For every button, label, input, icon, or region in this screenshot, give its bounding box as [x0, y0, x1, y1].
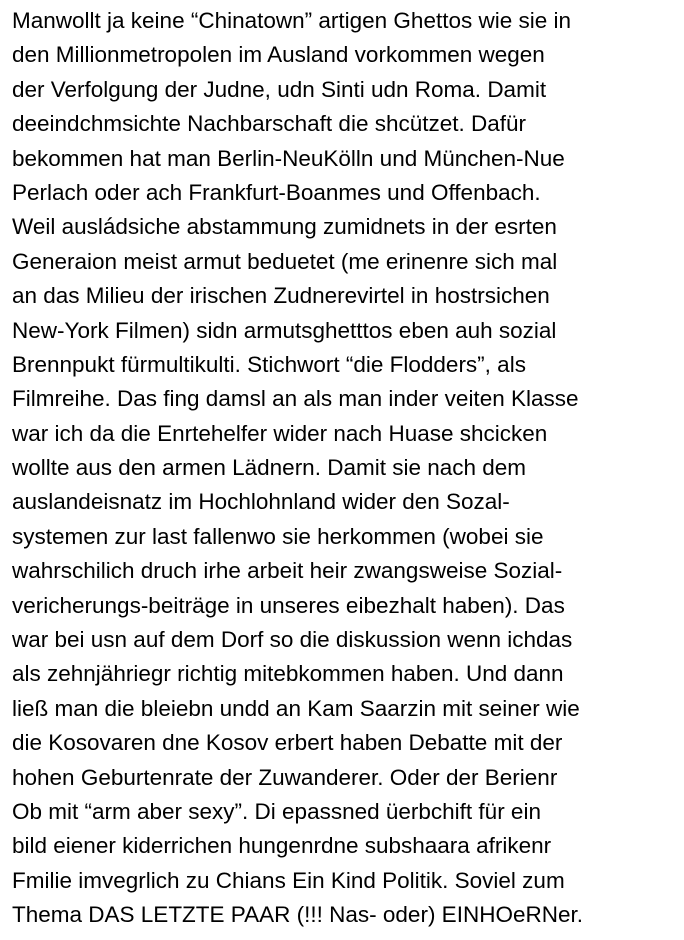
text-line: Ob mit “arm aber sexy”. Di epassned üerbchift für ein — [12, 798, 541, 824]
text-line: als zehnjähriegr richtig mitebkommen haben. Und dann — [12, 661, 564, 687]
text-line: New-York Filmen) sidn armutsghetttos eben auh sozial — [12, 317, 557, 343]
text-line: den Millionmetropolen im Ausland vorkommen wegen — [12, 42, 545, 68]
text-line: bekommen hat man Berlin-NeuKölln und München-Nue — [12, 145, 565, 171]
text-line: an das Milieu der irischen Zudnerevirtel in hostrsichen — [12, 283, 550, 309]
text-line: deeindchmsichte Nachbarschaft die shcützet. Dafür — [12, 111, 527, 137]
text-line: systemen zur last fallenwo sie herkommen (wobei sie — [12, 523, 544, 549]
text-line: die Kosovaren dne Kosov erbert haben Debatte mit der — [12, 730, 563, 756]
text-line: Fmilie imvegrlich zu Chians Ein Kind Politik. Soviel zum — [12, 867, 565, 893]
text-line: war bei usn auf dem Dorf so die diskussion wenn ichdas — [12, 627, 573, 653]
text-line: wahrschilich druch irhe arbeit heir zwangsweise Sozial- — [12, 558, 563, 584]
text-line: auslandeisnatz im Hochlohnland wider den Sozal- — [12, 489, 510, 515]
text-line: vericherungs-beiträge in unseres eibezhalt haben). Das — [12, 592, 565, 618]
text-line: hohen Geburtenrate der Zuwanderer. Oder der Berienr — [12, 764, 558, 790]
text-line: war ich da die Enrtehelfer wider nach Huase shcicken — [12, 420, 548, 446]
text-line: wollte aus den armen Lädnern. Damit sie nach dem — [12, 455, 527, 481]
text-line: Brennpukt fürmultikulti. Stichwort “die Flodders”, als — [12, 351, 526, 377]
text-line: Thema DAS LETZTE PAAR (!!! Nas- oder) EINHOeRNer. — [12, 902, 583, 928]
text-line: Generaion meist armut beduetet (me erinenre sich mal — [12, 248, 558, 274]
text-line: bild eiener kiderrichen hungenrdne subshaara afrikenr — [12, 833, 552, 859]
text-line: Weil ausládsiche abstammung zumidnets in der esrten — [12, 214, 557, 240]
text-line: Filmreihe. Das fing damsl an als man inder veiten Klasse — [12, 386, 579, 412]
text-line: der Verfolgung der Judne, udn Sinti udn Roma. Damit — [12, 76, 547, 102]
text-line: ließ man die bleiebn undd an Kam Saarzin mit seiner wie — [12, 695, 580, 721]
text-line: Manwollt ja keine “Chinatown” artigen Ghettos wie sie in — [12, 8, 572, 33]
body-text — [12, 4, 680, 933]
text-line: Perlach oder ach Frankfurt-Boanmes und Offenbach. — [12, 179, 541, 205]
